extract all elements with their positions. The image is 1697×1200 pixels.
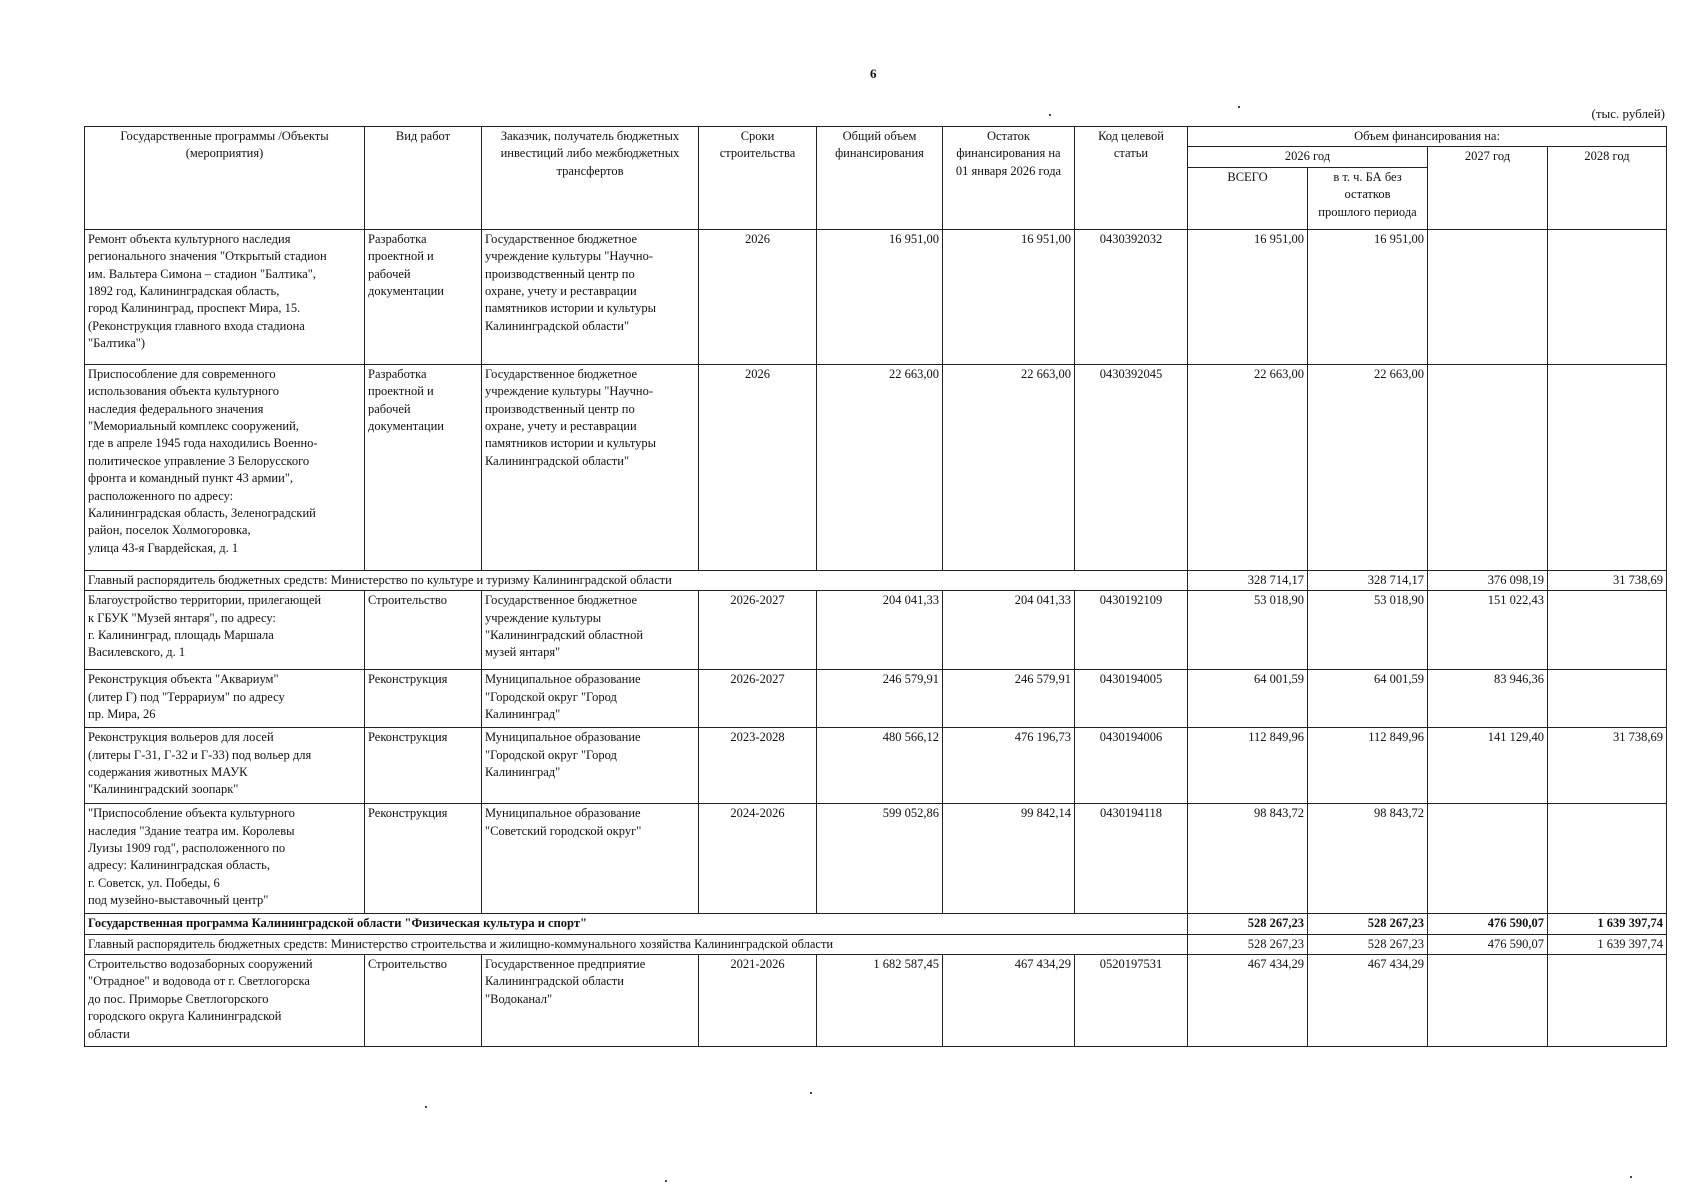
cell-period: 2023-2028 [699, 728, 817, 804]
cell-2026: 22 663,00 [1188, 364, 1308, 570]
manager-label: Главный распорядитель бюджетных средств: Министерство по культуре и туризму Калининградской области [85, 570, 1188, 590]
cell-2028 [1548, 670, 1667, 728]
cell-remaining: 99 842,14 [943, 804, 1075, 914]
cell-2027: 141 129,40 [1428, 728, 1548, 804]
scan-speck [810, 1092, 812, 1094]
program-row [85, 914, 1667, 934]
cell-total: 204 041,33 [817, 591, 943, 670]
manager-label: Главный распорядитель бюджетных средств: Министерство строительства и жилищно-коммунального хозяйства Калининградской области [85, 934, 1188, 954]
cell-2028 [1548, 229, 1667, 364]
header-all: ВСЕГО [1188, 167, 1308, 229]
cell-2028: 1 639 397,74 [1548, 914, 1667, 934]
cell-total: 246 579,91 [817, 670, 943, 728]
cell-customer: Государственное бюджетное учреждение культуры "Калининградский областной музей янтаря" [482, 591, 699, 670]
cell-remaining: 22 663,00 [943, 364, 1075, 570]
cell-customer: Муниципальное образование "Городской округ "Город Калининград" [482, 728, 699, 804]
scan-speck [665, 1180, 667, 1182]
cell-2028: 1 639 397,74 [1548, 934, 1667, 954]
cell-customer: Государственное бюджетное учреждение культуры "Научно- производственный центр по охране, учету и реставрации памятников истории и культуры Калининградской области" [482, 364, 699, 570]
table-row [85, 670, 1667, 728]
header-work: Вид работ [365, 127, 482, 230]
table-row [85, 804, 1667, 914]
cell-2028: 31 738,69 [1548, 570, 1667, 590]
cell-ba2026: 16 951,00 [1308, 229, 1428, 364]
scan-speck [1049, 114, 1051, 116]
cell-work: Разработка проектной и рабочей документации [365, 364, 482, 570]
cell-2027: 476 590,07 [1428, 934, 1548, 954]
header-2026: 2026 год [1188, 147, 1428, 167]
header-period: Сроки строительства [699, 127, 817, 230]
cell-work: Реконструкция [365, 670, 482, 728]
cell-ba2026: 328 714,17 [1308, 570, 1428, 590]
cell-remaining: 16 951,00 [943, 229, 1075, 364]
cell-period: 2024-2026 [699, 804, 817, 914]
cell-remaining: 476 196,73 [943, 728, 1075, 804]
cell-total: 16 951,00 [817, 229, 943, 364]
cell-code: 0520197531 [1075, 955, 1188, 1047]
header-total: Общий объем финансирования [817, 127, 943, 230]
cell-program: "Приспособление объекта культурного наследия "Здание театра им. Королевы Луизы 1909 год", расположенного по адресу: Калининградская область, г. Советск, ул. Победы, 6 под музейно-выставочный центр" [85, 804, 365, 914]
cell-program: Благоустройство территории, прилегающей к ГБУК "Музей янтаря", по адресу: г. Калининград, площадь Маршала Василевского, д. 1 [85, 591, 365, 670]
cell-work: Строительство [365, 591, 482, 670]
cell-2027 [1428, 229, 1548, 364]
cell-2028 [1548, 364, 1667, 570]
cell-2027: 83 946,36 [1428, 670, 1548, 728]
scan-speck [425, 1106, 427, 1108]
header-2027: 2027 год [1428, 147, 1548, 229]
cell-ba2026: 53 018,90 [1308, 591, 1428, 670]
manager-row [85, 570, 1667, 590]
cell-work: Строительство [365, 955, 482, 1047]
cell-code: 0430194005 [1075, 670, 1188, 728]
header-remaining: Остаток финансирования на 01 января 2026 года [943, 127, 1075, 230]
cell-2026: 16 951,00 [1188, 229, 1308, 364]
cell-remaining: 204 041,33 [943, 591, 1075, 670]
cell-program: Строительство водозаборных сооружений "Отрадное" и водовода от г. Светлогорска до пос. Приморье Светлогорского городского округа Калининградской области [85, 955, 365, 1047]
cell-program: Реконструкция вольеров для лосей (литеры Г-31, Г-32 и Г-33) под вольер для содержания животных МАУК "Калининградский зоопарк" [85, 728, 365, 804]
cell-2026: 528 267,23 [1188, 934, 1308, 954]
cell-2028 [1548, 955, 1667, 1047]
cell-ba2026: 98 843,72 [1308, 804, 1428, 914]
table-row [85, 955, 1667, 1047]
cell-code: 0430194118 [1075, 804, 1188, 914]
cell-2026: 528 267,23 [1188, 914, 1308, 934]
cell-remaining: 467 434,29 [943, 955, 1075, 1047]
cell-program: Приспособление для современного использования объекта культурного наследия федерального значения "Мемориальный комплекс сооружений, где в апреле 1945 года находились Военно- политическое управление 3 Белорусского фронта и командный пункт 43 армии", расположенного по адресу: Калининградская область, Зеленоградский район, поселок Холмогоровка, улица 43-я Гвардейская, д. 1 [85, 364, 365, 570]
scan-speck [1630, 1176, 1632, 1178]
cell-code: 0430192109 [1075, 591, 1188, 670]
cell-2026: 328 714,17 [1188, 570, 1308, 590]
table-row [85, 591, 1667, 670]
cell-2026: 53 018,90 [1188, 591, 1308, 670]
cell-code: 0430392045 [1075, 364, 1188, 570]
cell-period: 2026-2027 [699, 670, 817, 728]
cell-2027: 376 098,19 [1428, 570, 1548, 590]
header-funding: Объем финансирования на: [1188, 127, 1667, 147]
cell-2027 [1428, 364, 1548, 570]
units-label: (тыс. рублей) [1591, 106, 1665, 121]
cell-program: Реконструкция объекта "Аквариум" (литер Г) под "Террариум" по адресу пр. Мира, 26 [85, 670, 365, 728]
cell-total: 480 566,12 [817, 728, 943, 804]
cell-2028: 31 738,69 [1548, 728, 1667, 804]
cell-ba2026: 64 001,59 [1308, 670, 1428, 728]
cell-2027 [1428, 955, 1548, 1047]
cell-2026: 112 849,96 [1188, 728, 1308, 804]
cell-period: 2026-2027 [699, 591, 817, 670]
cell-customer: Государственное бюджетное учреждение культуры "Научно- производственный центр по охране, учету и реставрации памятников истории и культуры Калининградской области" [482, 229, 699, 364]
cell-period: 2026 [699, 364, 817, 570]
cell-work: Реконструкция [365, 728, 482, 804]
cell-remaining: 246 579,91 [943, 670, 1075, 728]
cell-ba2026: 467 434,29 [1308, 955, 1428, 1047]
cell-code: 0430392032 [1075, 229, 1188, 364]
cell-total: 599 052,86 [817, 804, 943, 914]
header-ba: в т. ч. БА без остатков прошлого периода [1308, 167, 1428, 229]
cell-2026: 98 843,72 [1188, 804, 1308, 914]
header-code: Код целевой статьи [1075, 127, 1188, 230]
cell-work: Разработка проектной и рабочей документации [365, 229, 482, 364]
cell-2027: 476 590,07 [1428, 914, 1548, 934]
cell-customer: Муниципальное образование "Городской округ "Город Калининград" [482, 670, 699, 728]
cell-2026: 64 001,59 [1188, 670, 1308, 728]
manager-row [85, 934, 1667, 954]
cell-total: 22 663,00 [817, 364, 943, 570]
scan-speck [1238, 106, 1240, 108]
cell-2027 [1428, 804, 1548, 914]
cell-customer: Государственное предприятие Калининградской области "Водоканал" [482, 955, 699, 1047]
header-customer: Заказчик, получатель бюджетных инвестиций либо межбюджетных трансфертов [482, 127, 699, 230]
cell-work: Реконструкция [365, 804, 482, 914]
page-number: 6 [870, 66, 877, 81]
cell-period: 2021-2026 [699, 955, 817, 1047]
cell-code: 0430194006 [1075, 728, 1188, 804]
header-program: Государственные программы /Объекты (мероприятия) [85, 127, 365, 230]
table-row [85, 229, 1667, 364]
financing-table [84, 126, 1667, 1047]
cell-2026: 467 434,29 [1188, 955, 1308, 1047]
cell-ba2026: 528 267,23 [1308, 934, 1428, 954]
cell-2028 [1548, 804, 1667, 914]
cell-total: 1 682 587,45 [817, 955, 943, 1047]
header-row [85, 127, 1667, 147]
cell-ba2026: 112 849,96 [1308, 728, 1428, 804]
cell-program: Ремонт объекта культурного наследия регионального значения "Открытый стадион им. Вальтера Симона – стадион "Балтика", 1892 год, Калининградская область, город Калининград, проспект Мира, 15. (Реконструкция главного входа стадиона "Балтика") [85, 229, 365, 364]
cell-ba2026: 528 267,23 [1308, 914, 1428, 934]
program-label: Государственная программа Калининградской области "Физическая культура и спорт" [85, 914, 1188, 934]
table-row [85, 728, 1667, 804]
cell-period: 2026 [699, 229, 817, 364]
header-2028: 2028 год [1548, 147, 1667, 229]
cell-customer: Муниципальное образование "Советский городской округ" [482, 804, 699, 914]
cell-ba2026: 22 663,00 [1308, 364, 1428, 570]
table-row [85, 364, 1667, 570]
cell-2028 [1548, 591, 1667, 670]
cell-2027: 151 022,43 [1428, 591, 1548, 670]
